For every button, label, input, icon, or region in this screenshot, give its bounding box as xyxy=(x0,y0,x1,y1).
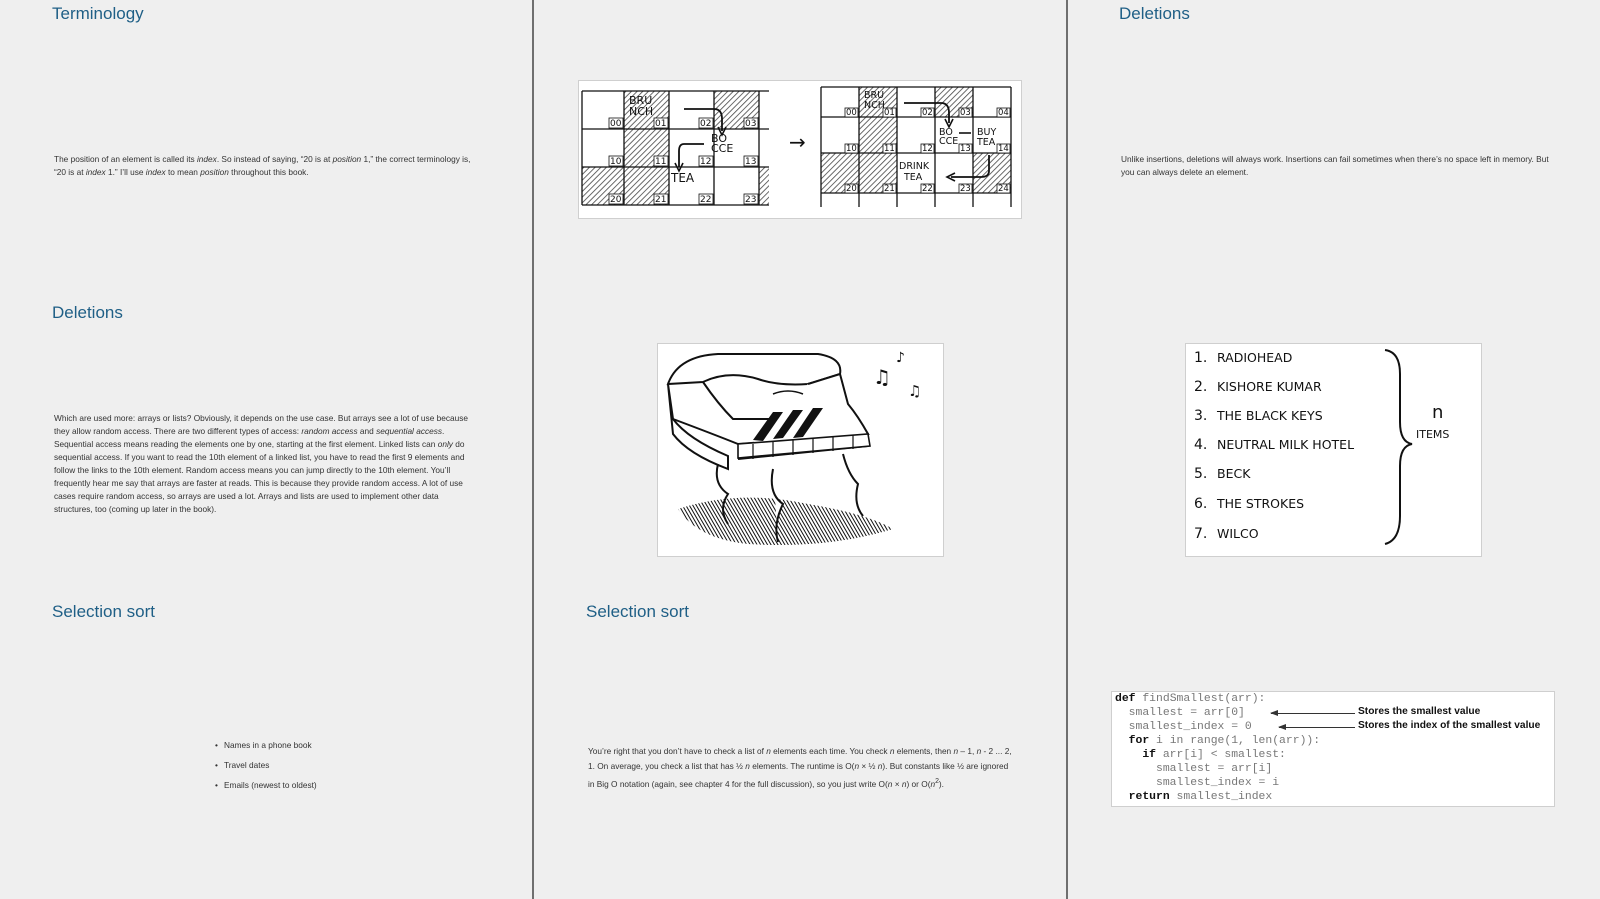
cell-label: 21 xyxy=(884,184,895,194)
section-heading-deletions-right: Deletions xyxy=(1119,4,1190,23)
cell-label: 00 xyxy=(846,108,857,118)
cell-label: 12 xyxy=(700,157,712,167)
grid-label-brunch: BRU xyxy=(864,90,885,101)
deletions-left-paragraph: Which are used more: arrays or lists? Obviously, it depends on the use case. But arrays see a lot of use because they allow random access. There are two different types of access: random access and sequential access. Sequential access means reading the elements one by one, starting at the first element. Linked lists can only do sequential access. If you want to read the 10th element of a linked list, you have to read the first 9 elements and follow the links to the 10th element. Random access means you can jump directly to the 10th element. You’ll frequently hear me say that arrays are faster at reads. This is because they provide random access. A lot of use cases require random access, so arrays are used a lot. Arrays and lists are used to implement other data structures, too (coming up later in the book). xyxy=(54,413,468,514)
grid-label-brunch: NCH xyxy=(864,100,885,111)
cell-label: 10 xyxy=(610,157,622,167)
annotation-smallest-value: Stores the smallest value xyxy=(1358,706,1481,717)
memory-grid-figure xyxy=(578,80,1022,219)
annotation-smallest-index: Stores the index of the smallest value xyxy=(1358,720,1541,731)
transform-arrow-icon: → xyxy=(789,130,806,154)
left-memory-grid xyxy=(582,91,769,205)
brace-label-items: ITEMS xyxy=(1416,428,1450,441)
list-number: 3. xyxy=(1194,408,1208,424)
grid-label-bocce: BO xyxy=(939,127,953,138)
cell-label: 20 xyxy=(610,195,622,205)
grid-label-buy-tea: TEA xyxy=(977,137,996,148)
code-line: def findSmallest(arr): xyxy=(1115,693,1266,705)
code-line: smallest = arr[0] xyxy=(1115,707,1245,719)
cell-label: 02 xyxy=(700,119,712,129)
list-item: • Names in a phone book xyxy=(215,739,317,759)
bullet-list xyxy=(215,739,317,799)
list-item-text: KISHORE KUMAR xyxy=(1217,379,1322,394)
cell-label: 13 xyxy=(960,144,971,154)
cell-label: 01 xyxy=(655,119,667,129)
grid-label-drink-tea: TEA xyxy=(904,172,923,183)
section-heading-terminology: Terminology xyxy=(52,4,144,23)
section-heading-deletions-left: Deletions xyxy=(52,303,123,322)
music-note-icon: ♪ xyxy=(896,350,905,366)
grid-label-tea: TEA xyxy=(671,171,695,185)
column-divider-left xyxy=(532,0,534,899)
music-note-icon: ♫ xyxy=(908,382,922,400)
annotation-arrow xyxy=(1271,713,1355,714)
cell-label: 01 xyxy=(884,108,895,118)
list-item-text: THE STROKES xyxy=(1217,496,1305,511)
list-item-text: NEUTRAL MILK HOTEL xyxy=(1217,437,1355,452)
cell-label: 11 xyxy=(655,157,667,167)
cell-label: 11 xyxy=(884,144,895,154)
grid-label-brunch: NCH xyxy=(629,105,654,118)
grid-label-drink-tea: DRINK xyxy=(899,161,930,172)
selection-sort-paragraph: You’re right that you don’t have to check a list of n elements each time. You check n elements, then n – 1, n - 2 ... 2, 1. On average, you check a list that has ½ n elements. The runtime is O(n × ½ n). But constants like ½ are ignored in Big O notation (again, see chapter 4 for the full discussion), so you just write O(n × n) or $O(n^2)$. xyxy=(588,746,1012,789)
cell-label: 22 xyxy=(922,184,933,194)
cell-label: 14 xyxy=(998,144,1009,154)
cell-label: 23 xyxy=(960,184,971,194)
cell-label: 13 xyxy=(745,157,757,167)
code-line: smallest = arr[i] xyxy=(1115,763,1273,775)
list-item-text: THE BLACK KEYS xyxy=(1217,408,1323,423)
list-number: 7. xyxy=(1194,526,1208,542)
cell-label: 22 xyxy=(700,195,712,205)
list-item-text: BECK xyxy=(1217,466,1251,481)
deletions-right-paragraph: Unlike insertions, deletions will always work. Insertions can fail sometimes when there’s no space left in memory. But you can always delete an element. xyxy=(1121,154,1549,177)
terminology-paragraph: The position of an element is called its index. So instead of saying, “20 is at position 1,” the correct terminology is, “20 is at index 1.” I’ll use index to mean position throughout this book. xyxy=(54,154,471,177)
grid-label-bocce: CCE xyxy=(939,136,959,147)
numbered-list xyxy=(1194,350,1207,542)
list-number: 6. xyxy=(1194,496,1208,512)
section-heading-selection-sort-left: Selection sort xyxy=(52,602,155,621)
cell-label: 04 xyxy=(998,108,1009,118)
grid-label-bocce: BO xyxy=(711,132,728,145)
cell-label: 24 xyxy=(998,184,1009,194)
cell-label: 03 xyxy=(745,119,757,129)
music-list-figure xyxy=(1185,343,1482,557)
cell-label: 00 xyxy=(610,119,622,129)
annotation-arrow xyxy=(1279,727,1355,728)
list-number: 4. xyxy=(1194,437,1208,453)
list-item-text: RADIOHEAD xyxy=(1217,350,1293,365)
code-figure xyxy=(1111,691,1555,807)
section-heading-selection-sort-middle: Selection sort xyxy=(586,602,689,621)
list-item-text: WILCO xyxy=(1217,526,1259,541)
code-line: if arr[i] < smallest: xyxy=(1115,749,1286,761)
cell-label: 23 xyxy=(745,195,757,205)
list-item: • Travel dates xyxy=(215,759,317,779)
cell-label: 10 xyxy=(846,144,857,154)
list-number: 1. xyxy=(1194,350,1208,366)
music-note-icon: ♫ xyxy=(873,365,891,389)
cell-label: 21 xyxy=(655,195,667,205)
cell-label: 12 xyxy=(922,144,933,154)
grid-label-bocce: CCE xyxy=(711,142,734,155)
grid-label-brunch: BRU xyxy=(629,94,653,107)
list-number: 5. xyxy=(1194,466,1208,482)
code-line: for i in range(1, len(arr)): xyxy=(1115,735,1321,747)
cell-label: 02 xyxy=(922,108,933,118)
cell-label: 03 xyxy=(960,108,971,118)
cell-label: 20 xyxy=(846,184,857,194)
code-line: return smallest_index xyxy=(1115,791,1273,803)
list-number: 2. xyxy=(1194,379,1208,395)
brace-label-n: n xyxy=(1432,402,1444,423)
piano-illustration xyxy=(657,343,944,557)
list-item: • Emails (newest to oldest) xyxy=(215,779,317,799)
column-divider-right xyxy=(1066,0,1068,899)
code-line: smallest_index = 0 xyxy=(1115,721,1252,733)
grid-label-buy-tea: BUY xyxy=(977,127,997,138)
code-line: smallest_index = i xyxy=(1115,777,1280,789)
